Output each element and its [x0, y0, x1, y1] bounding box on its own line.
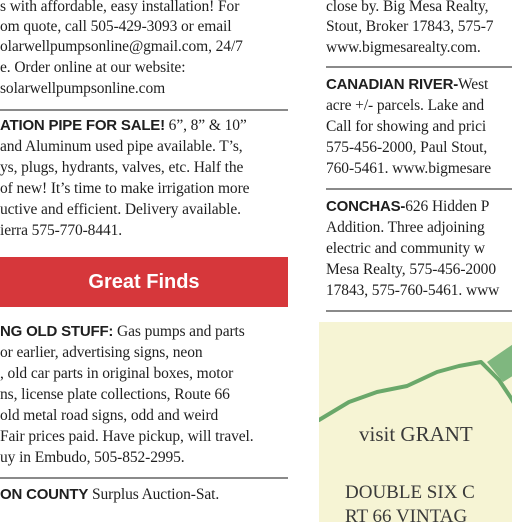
- irrigation-ad-line: of new! It’s time to make irrigation more: [0, 180, 250, 197]
- display-ad: [319, 322, 512, 522]
- pump-ad-line: s with affordable, easy installation! For: [0, 0, 240, 15]
- display-ad-line: visit GRANT: [359, 422, 473, 446]
- canadian-ad-text: West: [458, 76, 489, 93]
- pump-ad-line: om quote, call 505-429-3093 or email: [0, 18, 232, 35]
- divider: [0, 477, 288, 479]
- auction-ad-heading: ON COUNTY: [0, 486, 89, 503]
- auction-ad-text: Surplus Auction-Sat.: [88, 486, 220, 503]
- canadian-ad-line: acre +/- parcels. Lake and: [326, 97, 485, 114]
- irrigation-ad-line: and Aluminum used pipe available. T’s,: [0, 138, 243, 155]
- canadian-ad-heading: CANADIAN RIVER-: [326, 76, 459, 93]
- display-ad-line: RT 66 VINTAG: [345, 506, 468, 522]
- conchas-ad-heading: CONCHAS-: [326, 198, 406, 215]
- irrigation-ad-first-line: [0, 116, 247, 135]
- old-stuff-ad-line: uy in Embudo, 505-852-2995.: [0, 449, 185, 466]
- old-stuff-ad-line: , old car parts in original boxes, motor: [0, 365, 234, 382]
- old-stuff-ad-line: ns, license plate collections, Route 66: [0, 386, 230, 403]
- canadian-ad-line: 760-5461. www.bigmesare: [326, 160, 492, 177]
- conchas-ad-text: 626 Hidden P: [405, 198, 490, 215]
- bigmesa-ad-line: Stout, Broker 17843, 575-7: [326, 18, 494, 35]
- display-ad-line: DOUBLE SIX C: [345, 482, 475, 503]
- canadian-ad-line: 575-456-2000, Paul Stout,: [326, 139, 488, 156]
- divider: [0, 109, 288, 111]
- pump-ad-line: olarwellpumpsonline@gmail.com, 24/7: [0, 38, 243, 55]
- conchas-ad-line: 17843, 575-760-5461. www: [326, 282, 500, 299]
- irrigation-ad-line: ierra 575-770-8441.: [0, 222, 123, 239]
- old-stuff-ad-text: Gas pumps and parts: [113, 323, 245, 340]
- divider: [326, 66, 512, 68]
- irrigation-ad-heading: ATION PIPE FOR SALE!: [0, 117, 165, 134]
- old-stuff-ad-heading: NG OLD STUFF:: [0, 323, 114, 340]
- canadian-ad-first-line: [326, 75, 488, 94]
- pump-ad-line: e. Order online at our website:: [0, 59, 186, 76]
- mountain-peak: [487, 340, 512, 382]
- bigmesa-ad-line: www.bigmesarealty.com.: [326, 39, 481, 56]
- conchas-ad-line: Addition. Three adjoining: [326, 219, 485, 236]
- old-stuff-ad-line: or earlier, advertising signs, neon: [0, 344, 203, 361]
- mountain-ridge-line: [319, 362, 512, 420]
- irrigation-ad-text: 6”, 8” & 10”: [164, 117, 247, 134]
- pump-ad-line: solarwellpumpsonline.com: [0, 80, 166, 97]
- divider: [326, 188, 512, 190]
- old-stuff-ad-line: old metal road signs, odd and weird: [0, 407, 219, 424]
- old-stuff-ad-first-line: [0, 322, 245, 341]
- conchas-ad-line: electric and community w: [326, 240, 486, 257]
- canadian-ad-line: Call for showing and prici: [326, 118, 487, 135]
- section-banner: [0, 257, 288, 307]
- old-stuff-ad-line: Fair prices paid. Have pickup, will travel.: [0, 428, 254, 445]
- conchas-ad-first-line: [326, 197, 489, 216]
- section-title: Great Finds: [88, 271, 200, 293]
- divider: [326, 310, 512, 312]
- conchas-ad-line: Mesa Realty, 575-456-2000: [326, 261, 496, 278]
- irrigation-ad-line: ys, plugs, hydrants, valves, etc. Half the: [0, 159, 244, 176]
- auction-ad-first-line: [0, 485, 219, 504]
- bigmesa-ad-line: close by. Big Mesa Realty,: [326, 0, 489, 15]
- irrigation-ad-line: uctive and efficient. Delivery available.: [0, 201, 241, 218]
